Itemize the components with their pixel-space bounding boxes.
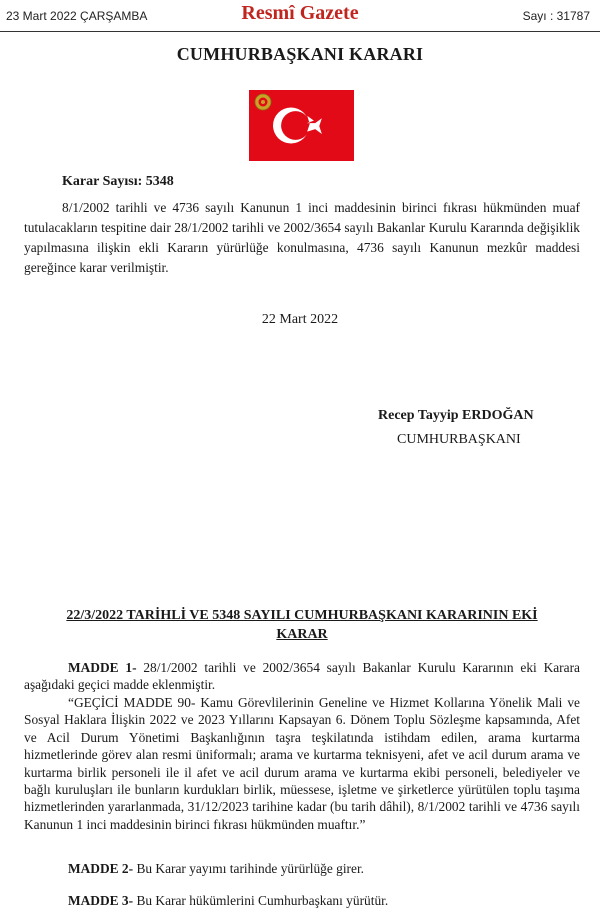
article-3-text: Bu Karar hükümlerini Cumhurbaşkanı yürütür. <box>133 893 389 908</box>
article-2-text: Bu Karar yayımı tarihinde yürürlüğe girer. <box>133 861 365 876</box>
decision-number: Karar Sayısı: 5348 <box>62 174 174 189</box>
issue-number: Sayı : 31787 <box>522 9 590 23</box>
issue-date: 23 Mart 2022 ÇARŞAMBA <box>6 9 148 23</box>
masthead <box>0 0 600 32</box>
article-1-text: 28/1/2002 tarihli ve 2002/3654 sayılı Bakanlar Kurulu Kararının eki Karara aşağıdaki geçici madde eklenmiştir. <box>24 660 580 693</box>
article-3 <box>24 892 580 909</box>
signer-title: CUMHURBAŞKANI <box>397 432 521 447</box>
provisional-article-text: Kamu Görevlilerinin Geneline ve Hizmet Kollarına Yönelik Mali ve Sosyal Haklara İlişkin 2022 ve 2023 Yıllarını Kapsayan 6. Dönem Toplu Sözleşme kapsamında, Afet ve Acil Durum Yönetimi Başkanlığının taşra teşkilatında istihdam edilen, arama kurtarma hizmetlerinde görev alan resmi üniformalı; arama ve kurtarma teknisyeni, afet ve acil durum arama ve kurtarma birlik personeli ile il afet ve acil durum arama ve kurtarma ekibi personeli, belediyeler ve bağlı kuruluşları ile bunların kurdukları birlik, müessese, işletme ve şirketlerce yürütülen toplu taşıma hizmetlerinden yararlanmada, 31/12/2023 tarihine kadar (bu tarih dâhil), 8/1/2002 tarihli ve 4736 sayılı Kanunun 1 inci maddesinin birinci fıkrası hükmünden muaftır.” <box>24 695 580 832</box>
masthead-divider <box>0 31 600 32</box>
provisional-article-90 <box>24 694 580 833</box>
annex-heading-line2: KARAR <box>276 627 328 642</box>
article-3-label: MADDE 3- <box>68 893 134 908</box>
document-title: CUMHURBAŞKANI KARARI <box>176 44 424 64</box>
article-1-label: MADDE 1- <box>68 660 137 675</box>
provisional-article-label: “GEÇİCİ MADDE 90- <box>68 695 196 710</box>
article-1 <box>24 659 580 694</box>
annex-heading <box>24 606 580 644</box>
signer-name: Recep Tayyip ERDOĞAN <box>378 408 534 423</box>
decision-intro: 8/1/2002 tarihli ve 4736 sayılı Kanunun 1 inci maddesinin birinci fıkrası hükmünden muaf tutulacakların tespitine dair 28/1/2002 tarihli ve 2002/3654 sayılı Bakanlar Kurulu Kararında değişiklik yapılmasına ilişkin ekli Kararın yürürlüğe konulmasına, 4736 sayılı Kanunun mezkûr maddesi gereğince karar verilmiştir. <box>24 200 580 275</box>
article-2-label: MADDE 2- <box>68 861 134 876</box>
presidential-seal-icon <box>255 94 271 110</box>
annex-heading-line1: 22/3/2022 TARİHLİ VE 5348 SAYILI CUMHURBAŞKANI KARARININ EKİ <box>66 608 538 623</box>
signing-date: 22 Mart 2022 <box>261 312 339 327</box>
article-2 <box>24 860 580 877</box>
gazette-title: Resmî Gazete <box>241 2 359 24</box>
turkish-flag-icon <box>249 90 354 161</box>
